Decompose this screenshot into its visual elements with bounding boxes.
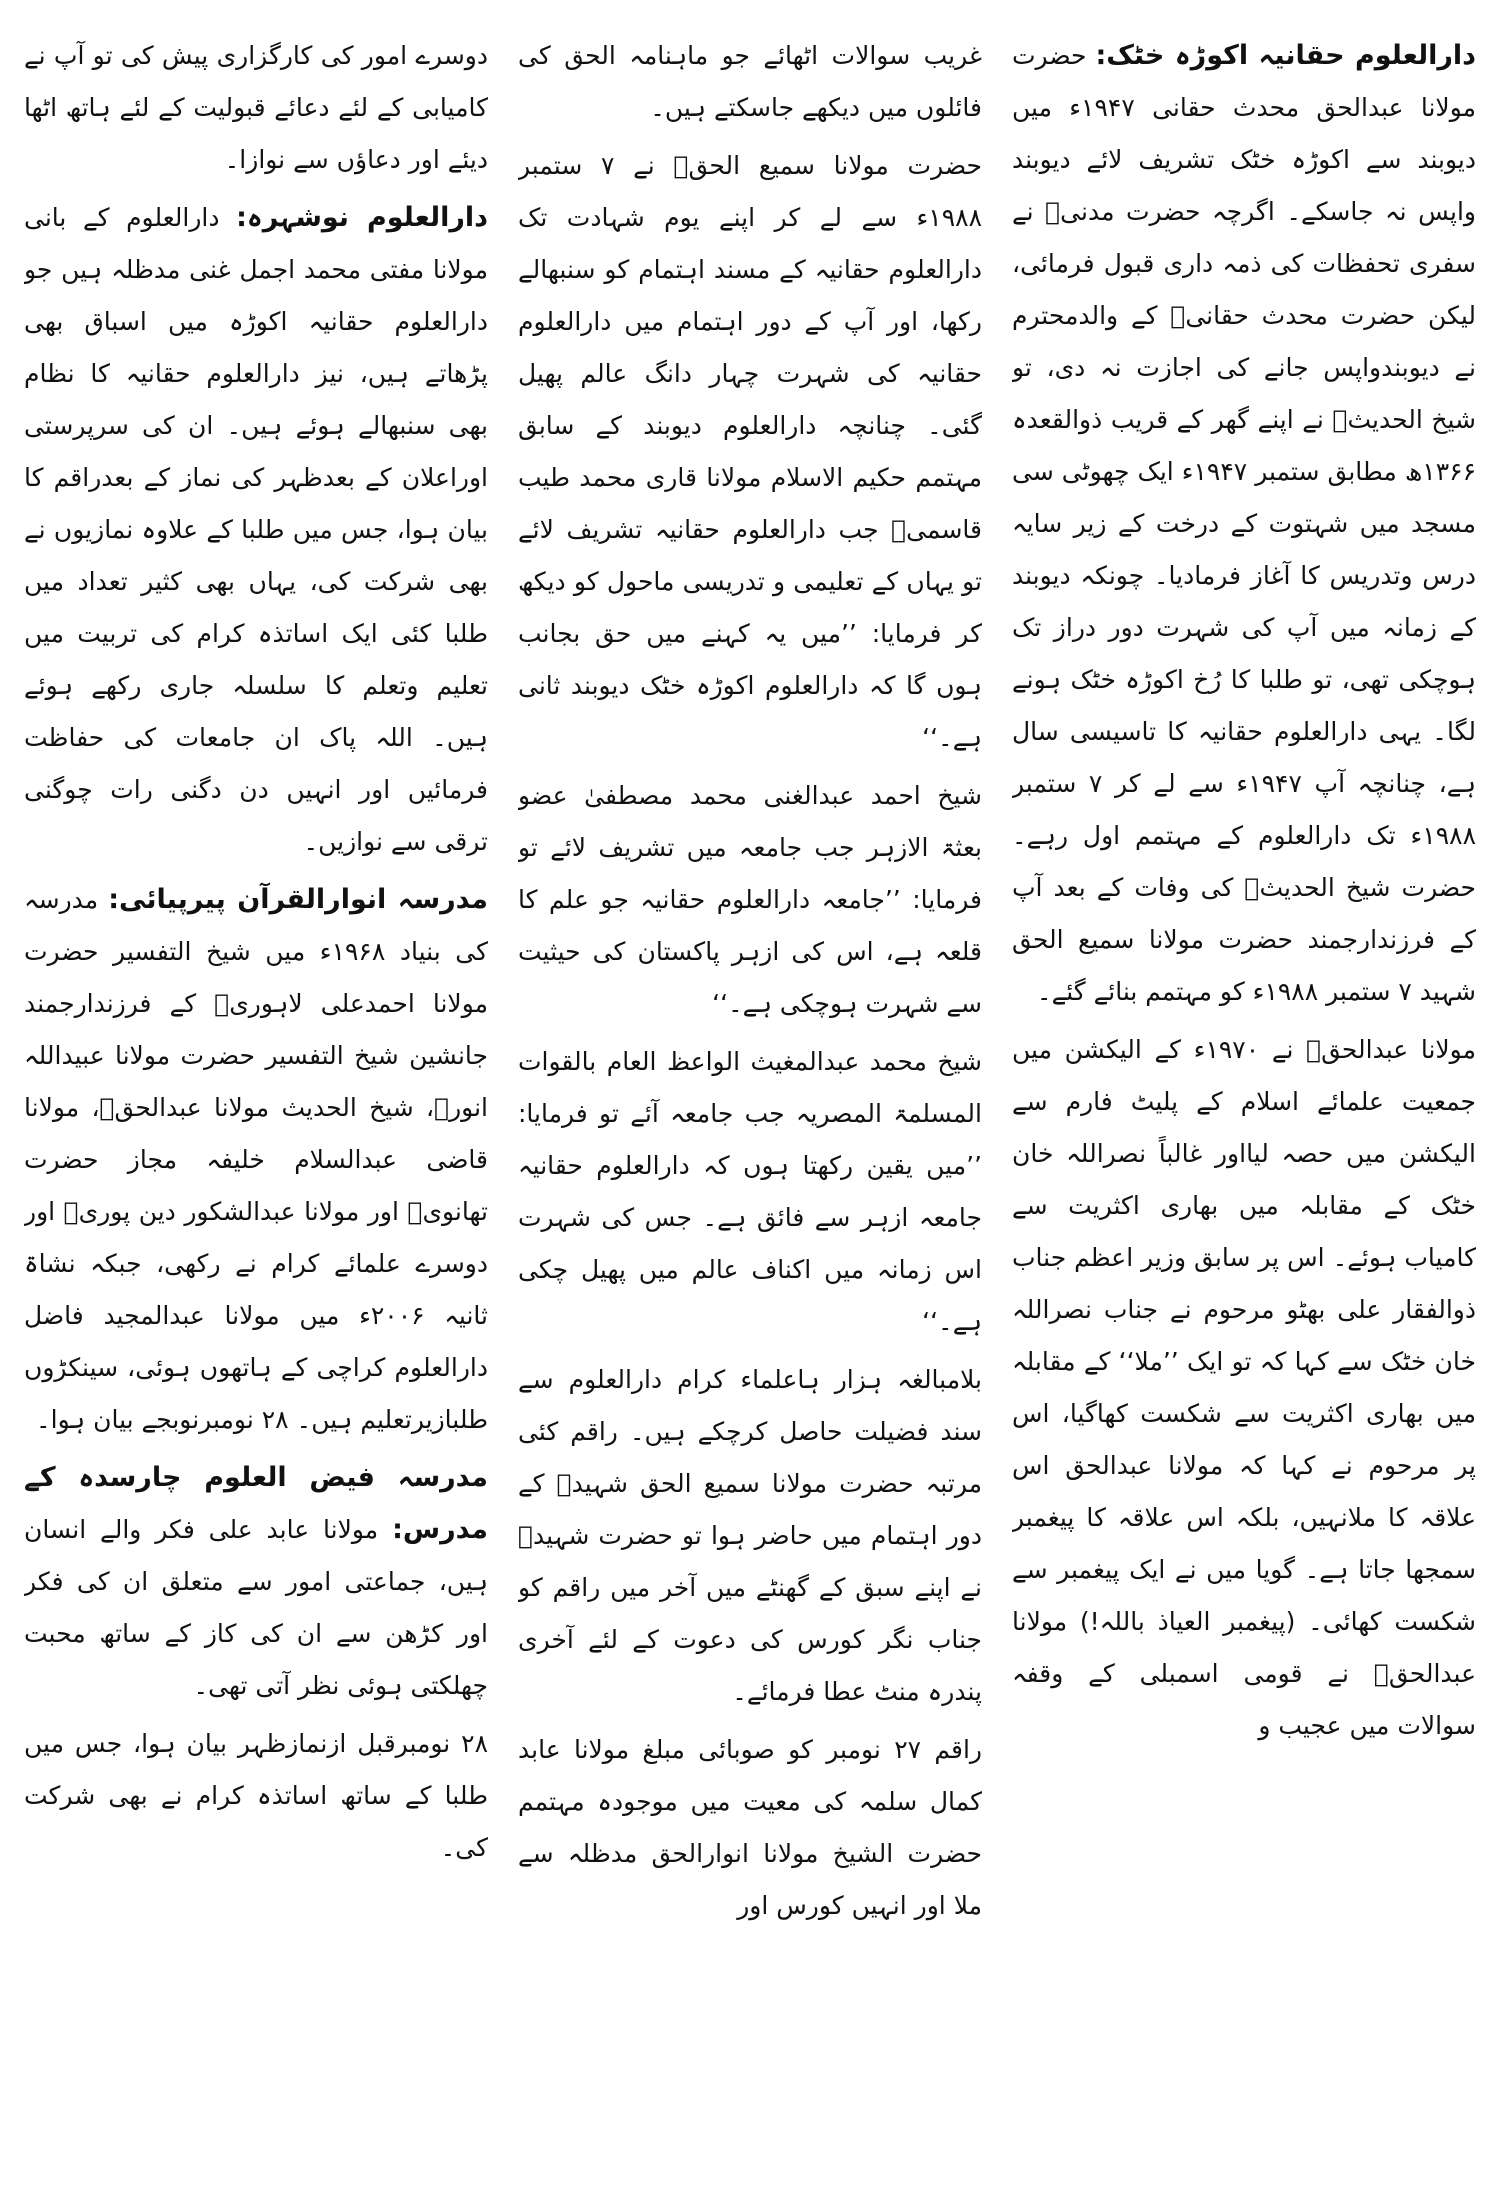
paragraph xyxy=(24,192,488,868)
paragraph: دوسرے امور کی کارگزاری پیش کی تو آپ نے کامیابی کے لئے دعائے قبولیت کے لئے ہاتھ اٹھا دیئے اور دعاؤں سے نوازا۔ xyxy=(24,41,488,174)
column-left xyxy=(24,30,488,2180)
paragraph-text: مولانا عابد علی فکر والے انسان ہیں، جماعتی امور سے متعلق ان کی فکر اور کڑھن سے ان کی کاز کے ساتھ محبت چھلکتی ہوئی نظر آتی تھی۔ xyxy=(24,1515,488,1700)
paragraph xyxy=(24,1452,488,1712)
paragraph: راقم ۲۷ نومبر کو صوبائی مبلغ مولانا عابد کمال سلمہ کی معیت میں موجودہ مہتمم حضرت الشیخ مولانا انوارالحق مدظلہ سے ملا اور انہیں کورس اور xyxy=(518,1735,982,1920)
section-heading: دارالعلوم حقانیہ اکوڑہ خٹک: xyxy=(1095,40,1476,71)
paragraph xyxy=(24,874,488,1446)
paragraph: غریب سوالات اٹھائے جو ماہنامہ الحق کی فائلوں میں دیکھے جاسکتے ہیں۔ xyxy=(518,41,982,122)
section-heading: دارالعلوم نوشہرہ: xyxy=(236,202,488,233)
column-right xyxy=(1012,30,1476,2180)
paragraph: شیخ محمد عبدالمغیث الواعظ العام بالقوات المسلمۃ المصریہ جب جامعہ آئے تو فرمایا: ’’میں یقین رکھتا ہوں کہ دارالعلوم حقانیہ جامعہ ازہر سے فائق ہے۔ جس کی شہرت اس زمانہ میں اکناف عالم میں پھیل چکی ہے۔‘‘ xyxy=(518,1047,982,1336)
paragraph: ۲۸ نومبرقبل ازنمازظہر بیان ہوا، جس میں طلبا کے ساتھ اساتذہ کرام نے بھی شرکت کی۔ xyxy=(24,1729,488,1862)
paragraph: مولانا عبدالحقؒ نے ۱۹۷۰ء کے الیکشن میں جمعیت علمائے اسلام کے پلیٹ فارم سے الیکشن میں حصہ لیااور غالباً نصراللہ خان خٹک کے مقابلہ میں بھاری اکثریت سے کامیاب ہوئے۔ اس پر سابق وزیر اعظم جناب ذوالفقار علی بھٹو مرحوم نے جناب نصراللہ خان خٹک سے کہا کہ تو ایک ’’ملا‘‘ کے مقابلہ میں بھاری اکثریت سے شکست کھاگیا، اس پر مرحوم نے کہا کہ مولانا عبدالحق اس علاقہ کا ملانہیں، بلکہ اس علاقہ کا پیغمبر سمجھا جاتا ہے۔ گویا میں نے ایک پیغمبر سے شکست کھائی۔ (پیغمبر العیاذ باللہ!) مولانا عبدالحقؒ نے قومی اسمبلی کے وقفہ سوالات میں عجیب و xyxy=(1012,1035,1476,1740)
paragraph-text: دارالعلوم کے بانی مولانا مفتی محمد اجمل غنی مدظلہ ہیں جو دارالعلوم حقانیہ اکوڑہ میں اسباق بھی پڑھاتے ہیں، نیز دارالعلوم حقانیہ کا نظام بھی سنبھالے ہوئے ہیں۔ ان کی سرپرستی اوراعلان کے بعدظہر کی نماز کے بعدراقم کا بیان ہوا، جس میں طلبا کے علاوہ نمازیوں نے بھی شرکت کی، یہاں بھی کثیر تعداد میں طلبا کئی ایک اساتذہ کرام کی تربیت میں تعلیم وتعلم کا سلسلہ جاری رکھے ہوئے ہیں۔ اللہ پاک ان جامعات کی حفاظت فرمائیں اور انہیں دن دگنی رات چوگنی ترقی سے نوازیں۔ xyxy=(24,203,488,856)
paragraph xyxy=(1012,30,1476,1018)
paragraph: بلامبالغہ ہزار ہاعلماء کرام دارالعلوم سے سند فضیلت حاصل کرچکے ہیں۔ راقم کئی مرتبہ حضرت مولانا سمیع الحق شہیدؒ کے دور اہتمام میں حاضر ہوا تو حضرت شہیدؒ نے اپنے سبق کے گھنٹے میں آخر میں راقم کو جناب نگر کورس کی دعوت کے لئے آخری پندرہ منٹ عطا فرمائے۔ xyxy=(518,1365,982,1706)
paragraph: حضرت مولانا سمیع الحقؒ نے ۷ ستمبر ۱۹۸۸ء سے لے کر اپنے یوم شہادت تک دارالعلوم حقانیہ کے مسند اہتمام کو سنبھالے رکھا، اور آپ کے دور اہتمام میں دارالعلوم حقانیہ کی شہرت چہار دانگ عالم پھیل گئی۔ چنانچہ دارالعلوم دیوبند کے سابق مہتمم حکیم الاسلام مولانا قاری محمد طیب قاسمیؒ جب دارالعلوم حقانیہ تشریف لائے تو یہاں کے تعلیمی و تدریسی ماحول کو دیکھ کر فرمایا: ’’میں یہ کہنے میں حق بجانب ہوں گا کہ دارالعلوم اکوڑہ خٹک دیوبند ثانی ہے۔‘‘ xyxy=(518,151,982,752)
column-middle xyxy=(518,30,982,2180)
paragraph-text: مدرسہ کی بنیاد ۱۹۶۸ء میں شیخ التفسیر حضرت مولانا احمدعلی لاہوریؒ کے فرزندارجمند جانشین شیخ التفسیر حضرت مولانا عبیداللہ انورؒ، شیخ الحدیث مولانا عبدالحقؒ، مولانا قاضی عبدالسلام خلیفہ مجاز حضرت تھانویؒ اور مولانا عبدالشکور دین پوریؒ اور دوسرے علمائے کرام نے رکھی، جبکہ نشاۃ ثانیہ ۲۰۰۶ء میں مولانا عبدالمجید فاضل دارالعلوم کراچی کے ہاتھوں ہوئی، سینکڑوں طلبازیرتعلیم ہیں۔ ۲۸ نومبرنوبجے بیان ہوا۔ xyxy=(24,885,488,1434)
section-heading: مدرسہ انوارالقرآن پیرپیائی: xyxy=(108,884,488,915)
paragraph-text: حضرت مولانا عبدالحق محدث حقانی ۱۹۴۷ء میں دیوبند سے اکوڑہ خٹک تشریف لائے دیوبند واپس نہ جاسکے۔ اگرچہ حضرت مدنیؒ نے سفری تحفظات کی ذمہ داری قبول فرمائی، لیکن حضرت محدث حقانیؒ کے والدمحترم نے دیوبندواپس جانے کی اجازت نہ دی، تو شیخ الحدیثؒ نے اپنے گھر کے قریب ذوالقعدہ ۱۳۶۶ھ مطابق ستمبر ۱۹۴۷ء ایک چھوٹی سی مسجد میں شہتوت کے درخت کے زیر سایہ درس وتدریس کا آغاز فرمادیا۔ چونکہ دیوبند کے زمانہ میں آپ کی شہرت دور دراز تک ہوچکی تھی، تو طلبا کا رُخ اکوڑہ خٹک ہونے لگا۔ یہی دارالعلوم حقانیہ کا تاسیسی سال ہے، چنانچہ آپ ۱۹۴۷ء سے لے کر ۷ ستمبر ۱۹۸۸ء تک دارالعلوم کے مہتمم اول رہے۔ حضرت شیخ الحدیثؒ کی وفات کے بعد آپ کے فرزندارجمند حضرت مولانا سمیع الحق شہید ۷ ستمبر ۱۹۸۸ء کو مہتمم بنائے گئے۔ xyxy=(1012,41,1476,1006)
section-heading: مدرسہ فیض العلوم چارسدہ کے مدرس: xyxy=(24,1462,488,1545)
paragraph: شیخ احمد عبدالغنی محمد مصطفیٰ عضو بعثۃ الازہر جب جامعہ میں تشریف لائے تو فرمایا: ’’جامعہ دارالعلوم حقانیہ جو علم کا قلعہ ہے، اس کی ازہر پاکستان کی حیثیت سے شہرت ہوچکی ہے۔‘‘ xyxy=(518,781,982,1018)
